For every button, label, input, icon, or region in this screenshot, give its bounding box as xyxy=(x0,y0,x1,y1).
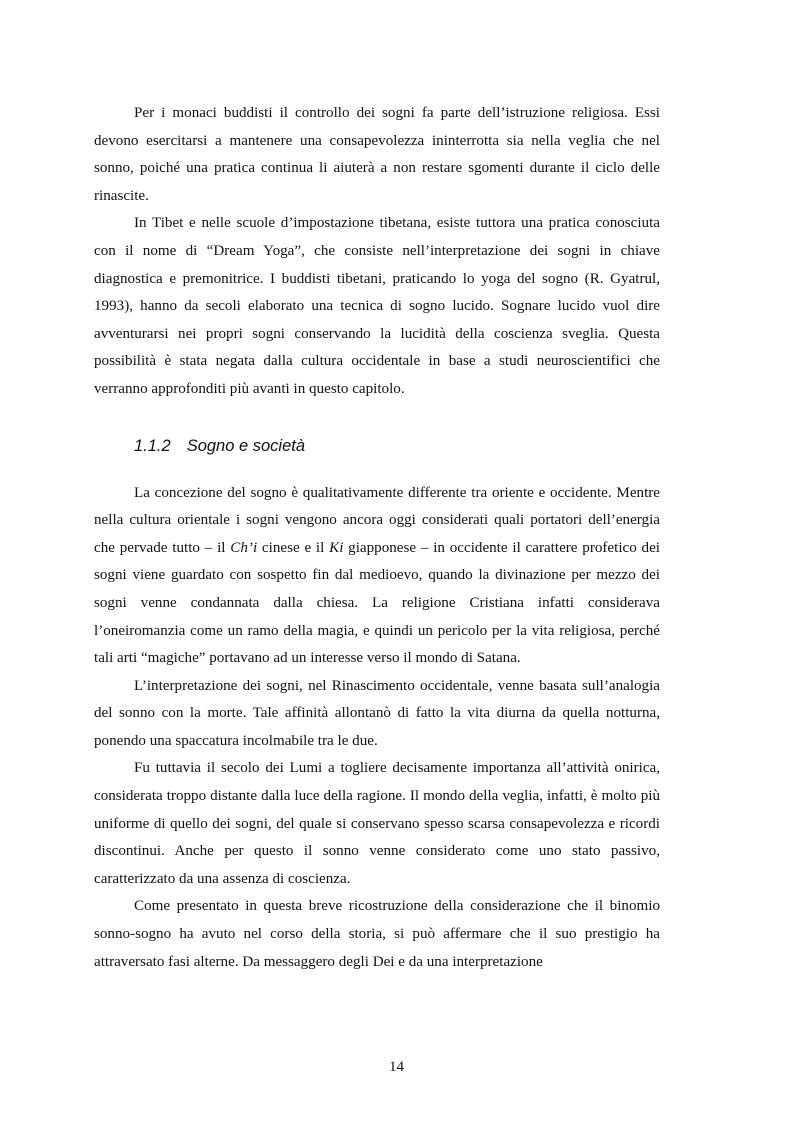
paragraph-text-segment: La concezione del sogno è qualitativamente differente tra oriente e occidente. Mentre nella cultura orientale i sogni vengono ancora oggi considerati quali portatori dell’energia che pervade tutto – il xyxy=(94,484,660,556)
paragraph-monaci-buddisti: Per i monaci buddisti il controllo dei sogni fa parte dell’istruzione religiosa. Essi devono esercitarsi a mantenere una consapevolezza ininterrotta sia nella veglia che nel sonno, poiché una pratica continua li aiuterà a non restare sgomenti durante il ciclo delle rinascite. xyxy=(94,105,660,204)
term-ki: Ki xyxy=(329,539,344,556)
section-heading xyxy=(134,435,660,457)
term-chi: Ch’i xyxy=(230,539,258,556)
section-number: 1.1.2 xyxy=(134,436,171,455)
paragraph-text-segment: cinese e il xyxy=(257,539,330,556)
paragraph-ricostruzione: Come presentato in questa breve ricostruzione della considerazione che il binomio sonno-sogno ha avuto nel corso della storia, si può affermare che il suo prestigio ha attraversato fasi alterne. Da messaggero degli Dei e da una interpretazione xyxy=(94,898,660,970)
paragraph-concezione-sogno xyxy=(94,480,660,673)
page-body xyxy=(94,100,660,976)
section-title: Sogno e società xyxy=(186,436,306,455)
page-number: 14 xyxy=(388,1059,405,1075)
paragraph-text-segment: giapponese – in occidente il carattere profetico dei sogni viene guardato con sospetto fin dal medioevo, quando la divinazione per mezzo dei sogni venne condannata dalla chiesa. La religione Cristiana infatti considerava l’oneiromanzia come un ramo della magia, e quindi un pericolo per la vita religiosa, perché tali arti “magiche” portavano ad un interesse verso il mondo di Satana. xyxy=(94,539,660,667)
paragraph-dream-yoga: In Tibet e nelle scuole d’impostazione tibetana, esiste tuttora una pratica conosciuta con il nome di “Dream Yoga”, che consiste nell’interpretazione dei sogni in chiave diagnostica e premonitrice. I buddisti tibetani, praticando lo yoga del sogno (R. Gyatrul, 1993), hanno da secoli elaborato una tecnica di sogno lucido. Sognare lucido vuol dire avventurarsi nei propri sogni conservando la lucidità della coscienza sveglia. Questa possibilità è stata negata dalla cultura occidentale in base a studi neuroscientifici che verranno approfonditi più avanti in questo capitolo. xyxy=(94,215,660,397)
paragraph-secolo-lumi: Fu tuttavia il secolo dei Lumi a togliere decisamente importanza all’attività onirica, considerata troppo distante dalla luce della ragione. Il mondo della veglia, infatti, è molto più uniforme di quello dei sogni, del quale si conservano spesso scarsa consapevolezza e ricordi discontinui. Anche per questo il sonno venne considerato come uno stato passivo, caratterizzato da una assenza di coscienza. xyxy=(94,760,660,887)
paragraph-rinascimento: L’interpretazione dei sogni, nel Rinascimento occidentale, venne basata sull’analogia del sonno con la morte. Tale affinità allontanò di fatto la vita diurna da quella notturna, ponendo una spaccatura incolmabile tra le due. xyxy=(94,677,660,749)
